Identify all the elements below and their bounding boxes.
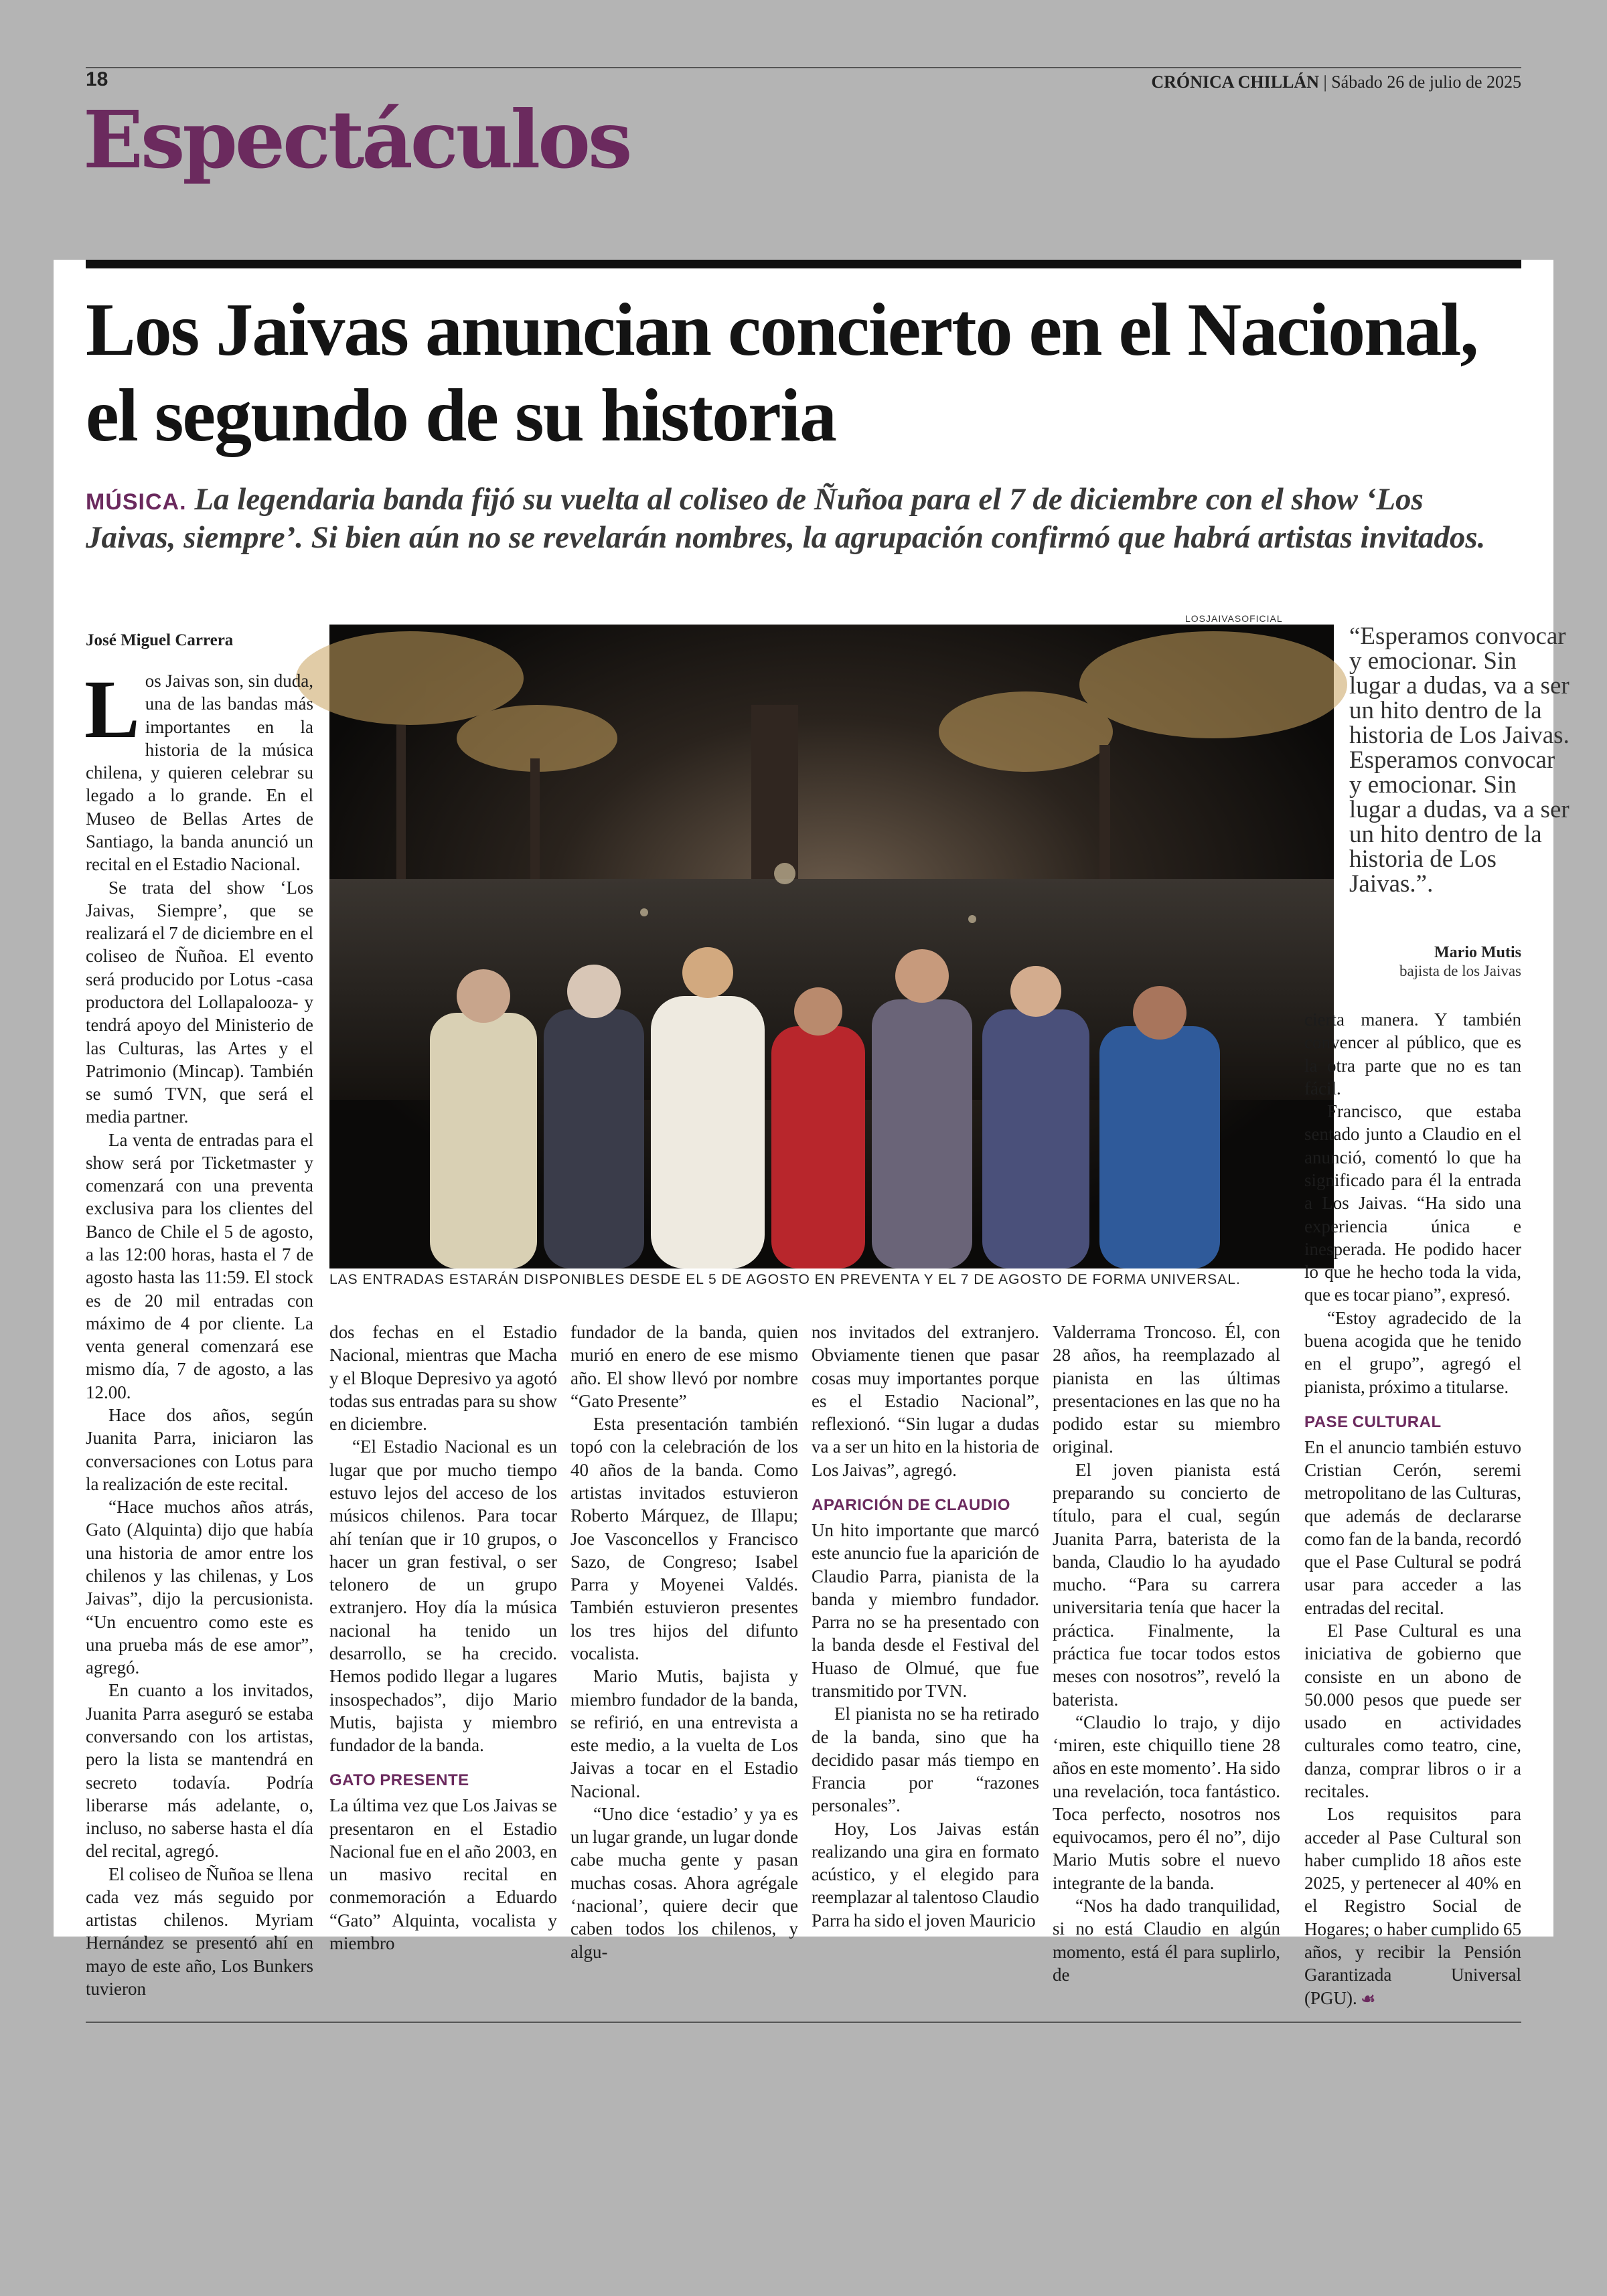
paragraph: Francisco, que estaba sentado junto a Claudio en el anunció, comentó lo que ha significado para él la entrada a Los Jaivas. “Ha sido una experiencia única e inesperada. He podido hacer lo que he hecho toda la vida, que es tocar piano”, expresó. <box>1304 1101 1521 1305</box>
headline: Los Jaivas anuncian concierto en el Nacional, el segundo de su historia <box>86 289 1478 457</box>
pull-quote-role: bajista de los Jaivas <box>1399 963 1521 979</box>
paragraph: La venta de entradas para el show será por Ticketmaster y comenzará con una preventa exclusiva para los clientes del Banco de Chile el 5 de agosto, a las 12:00 horas, hasta el 7 de agosto hasta las 11:59. El stock es de 20 mil entradas con máximo de 4 por cliente. La venta general comenzará ese mismo día, 7 de agosto, a las 12.00. <box>86 1129 313 1402</box>
masthead <box>1151 72 1521 92</box>
paragraph: La última vez que Los Jaivas se presentaron en el Estadio Nacional fue en el año 2003, en un masivo recital en conmemoración a Eduardo “Gato” Alquinta, vocalista y miembro <box>329 1795 557 1954</box>
article-sheet <box>54 260 1570 2008</box>
masthead-separator: | <box>1323 72 1327 92</box>
paragraph: Esta presentación también topó con la celebración de los 40 años de la banda. Como artistas invitados estuvieron Roberto Márquez, de Illapu; Joe Vasconcellos y Francisco Sazo, de Congreso; Isabel Parra y Moyenei Valdés. También estuvieron presentes los tres hijos del difunto vocalista. <box>570 1414 798 1663</box>
paragraph: Hace dos años, según Juanita Parra, iniciaron las conversaciones con Lotus para la realización de este recital. <box>86 1405 313 1494</box>
column-5 <box>1053 1321 1280 1985</box>
paragraph <box>84 663 313 876</box>
paragraph: “Uno dice ‘estadio’ y ya es un lugar grande, un lugar donde cabe mucha gente y pasan muchas cosas. Ahora agrégale ‘nacional’, quiere decir que caben todos los chilenos, y algu- <box>570 1803 798 1962</box>
paragraph: Hoy, Los Jaivas están realizando una gira en formato acústico, y el elegido para reemplazar al talentoso Claudio Parra ha sido el joven Mauricio <box>812 1818 1039 1931</box>
photo-credit: LOSJAIVASOFICIAL <box>1185 613 1283 624</box>
paragraph <box>1304 1803 1521 2010</box>
column-1 <box>84 663 313 1999</box>
deck-text: La legendaria banda fijó su vuelta al coliseo de Ñuñoa para el 7 de diciembre con el show ‘Los Jaivas, siempre’. Si bien aún no se revelarán nombres, la agrupación confirmó que habrá artistas invitados. <box>86 482 1486 556</box>
band-photo <box>329 625 1334 1268</box>
paragraph: El pianista no se ha retirado de la banda, sino que ha decidido pasar más tiempo en Francia por “razones personales”. <box>812 1704 1039 1816</box>
issue-date: Sábado 26 de julio de 2025 <box>1331 72 1521 92</box>
end-mark-icon: ☙ <box>1361 1989 1376 2008</box>
byline: José Miguel Carrera <box>86 631 234 649</box>
photo-caption: LAS ENTRADAS ESTARÁN DISPONIBLES DESDE EL 5 DE AGOSTO EN PREVENTA Y EL 7 DE AGOSTO DE FORMA UNIVERSAL. <box>329 1272 1241 1287</box>
paragraph: “Claudio lo trajo, y dijo ‘miren, este chiquillo tiene 28 años en este momento’. Ha sido una revelación, toca fantástico. Toca perfecto, nosotros nos equivocamos, pero él no”, dijo Mario Mutis sobre el nuevo integrante de la banda. <box>1053 1712 1280 1893</box>
paragraph: “Hace muchos años atrás, Gato (Alquinta) dijo que había una historia de amor entre los chilenos y las chilenas, y Los Jaivas”, dijo la percusionista. “Un encuentro como este es una prueba más de ese amor”, agregó. <box>86 1497 313 1678</box>
column-6 <box>1304 1008 1521 2008</box>
paragraph: Mario Mutis, bajista y miembro fundador de la banda, se refirió, en una entrevista a este medio, a la vuelta de Los Jaivas a tocar en el Estadio Nacional. <box>570 1666 798 1801</box>
section-title: Espectáculos <box>83 93 630 186</box>
paragraph-text: os Jaivas son, sin duda, una de las bandas más importantes en la historia de la música chilena, y quieren celebrar su legado a lo grande. En el Museo de Bellas Artes de Santiago, la banda anunció un recital en el Estadio Nacional. <box>86 671 313 875</box>
paragraph: nos invitados del extranjero. Obviamente tienen que pasar cosas muy importantes porque es el Estadio Nacional”, reflexionó. “Sin lugar a dudas va a ser un hito en la historia de Los Jaivas”, agregó. <box>812 1322 1039 1480</box>
column-4 <box>812 1321 1039 1930</box>
subhead-pase-cultural: PASE CULTURAL <box>1304 1412 1442 1431</box>
paragraph: “Nos ha dado tranquilidad, si no está Claudio en algún momento, está él para suplirlo, de <box>1053 1896 1280 1985</box>
paragraph: cierta manera. Y también convencer al público, que es la otra parte que no es tan fácil. <box>1304 1009 1521 1098</box>
paragraph: Se trata del show ‘Los Jaivas, Siempre’, que se realizará el 7 de diciembre en el coliseo de Ñuñoa. El evento será producido por Lotus -casa productora del Lollapalooza- y tendrá apoyo del Ministerio de las Culturas, las Artes y el Patrimonio (Mincap). También se sumó TVN, que será el media partner. <box>86 877 313 1127</box>
column-3 <box>570 1321 798 1962</box>
paragraph: El joven pianista está preparando su concierto de título, para el cual, según Juanita Parra, baterista de la banda, Claudio lo ha ayudado mucho. “Para su carrera universitaria tenía que hacer la práctica. Finalmente, la práctica fue tocar todos estos meses con nosotros”, reveló la baterista. <box>1053 1459 1280 1710</box>
paragraph: Un hito importante que marcó este anuncio fue la aparición de Claudio Parra, pianista de la banda y miembro fundador. Parra no se ha presentado con la banda desde el Festival del Huaso de Olmué, que fue transmitido por TVN. <box>812 1520 1039 1701</box>
paragraph: En el anuncio también estuvo Cristian Cerón, seremi metropolitano de las Culturas, que además de declararse como fan de la banda, recordó que el Pase Cultural se podrá usar para acceder a las entradas del recital. <box>1304 1437 1521 1618</box>
headline-rule <box>86 260 1521 268</box>
paragraph: Valderrama Troncoso. Él, con 28 años, ha reemplazado al pianista en las últimas presentaciones en las que no ha podido estar su miembro original. <box>1053 1322 1280 1457</box>
paragraph: En cuanto a los invitados, Juanita Parra aseguró se estaba conversando con los artistas, pero la lista se mantendrá en secreto todavía. Podría liberarse más adelante, o, incluso, no saberse hasta el día del recital, agregó. <box>86 1680 313 1862</box>
band-photo-illustration <box>329 625 1334 1268</box>
paragraph-text: Los requisitos para acceder al Pase Cultural son haber cumplido 18 años este 2025, y pertenecer al 40% en el Registro Social de Hogares; o haber cumplido 65 años, y recibir la Pensión Garantizada Universal (PGU). <box>1304 1804 1521 2008</box>
footer-rule <box>86 2022 1521 2023</box>
publication-name: CRÓNICA CHILLÁN <box>1151 72 1319 92</box>
paragraph: fundador de la banda, quien murió en enero de ese mismo año. El show llevó por nombre “Gato Presente” <box>570 1322 798 1411</box>
page-number: 18 <box>86 68 108 90</box>
subhead-aparicion-de-claudio: APARICIÓN DE CLAUDIO <box>812 1495 1010 1514</box>
deck <box>86 481 1521 558</box>
paragraph: “Estoy agradecido de la buena acogida que he tenido en el grupo”, agregó el pianista, próximo a titularse. <box>1304 1307 1521 1397</box>
pull-quote: “Esperamos convocar y emocionar. Sin lugar a dudas, va a ser un hito dentro de la historia de Los Jaivas. Esperamos convocar y emocionar. Sin lugar a dudas, va a ser un hito dentro de la historia de Los Jaivas.”. <box>1349 623 1570 898</box>
paragraph: dos fechas en el Estadio Nacional, mientras que Macha y el Bloque Depresivo ya agotó todas sus entradas para su show en diciembre. <box>329 1322 557 1434</box>
paragraph: El coliseo de Ñuñoa se llena cada vez más seguido por artistas chilenos. Myriam Hernández se presentó ahí en mayo de este año, Los Bunkers tuvieron <box>86 1864 313 1999</box>
column-2 <box>329 1321 557 1954</box>
pull-quote-author: Mario Mutis <box>1434 944 1521 961</box>
kicker: MÚSICA. <box>86 489 187 515</box>
subhead-gato-presente: GATO PRESENTE <box>329 1771 469 1790</box>
drop-cap: L <box>84 663 140 755</box>
header-rule <box>86 67 1521 68</box>
paragraph: “El Estadio Nacional es un lugar que por mucho tiempo estuvo lejos del acceso de los músicos chilenos. Para tocar ahí tenían que ir 10 grupos, o hacer un gran festival, o ser telonero de un grupo extranjero. Hoy día la música nacional ha tenido un desarrollo, se ha crecido. Hemos podido llegar a lugares insospechados”, dijo Mario Mutis, bajista y miembro fundador de la banda. <box>329 1437 557 1756</box>
paragraph: El Pase Cultural es una iniciativa de gobierno que consiste en un abono de 50.000 pesos que puede ser usado en actividades culturales como teatro, cine, danza, comprar libros o ir a recitales. <box>1304 1621 1521 1801</box>
